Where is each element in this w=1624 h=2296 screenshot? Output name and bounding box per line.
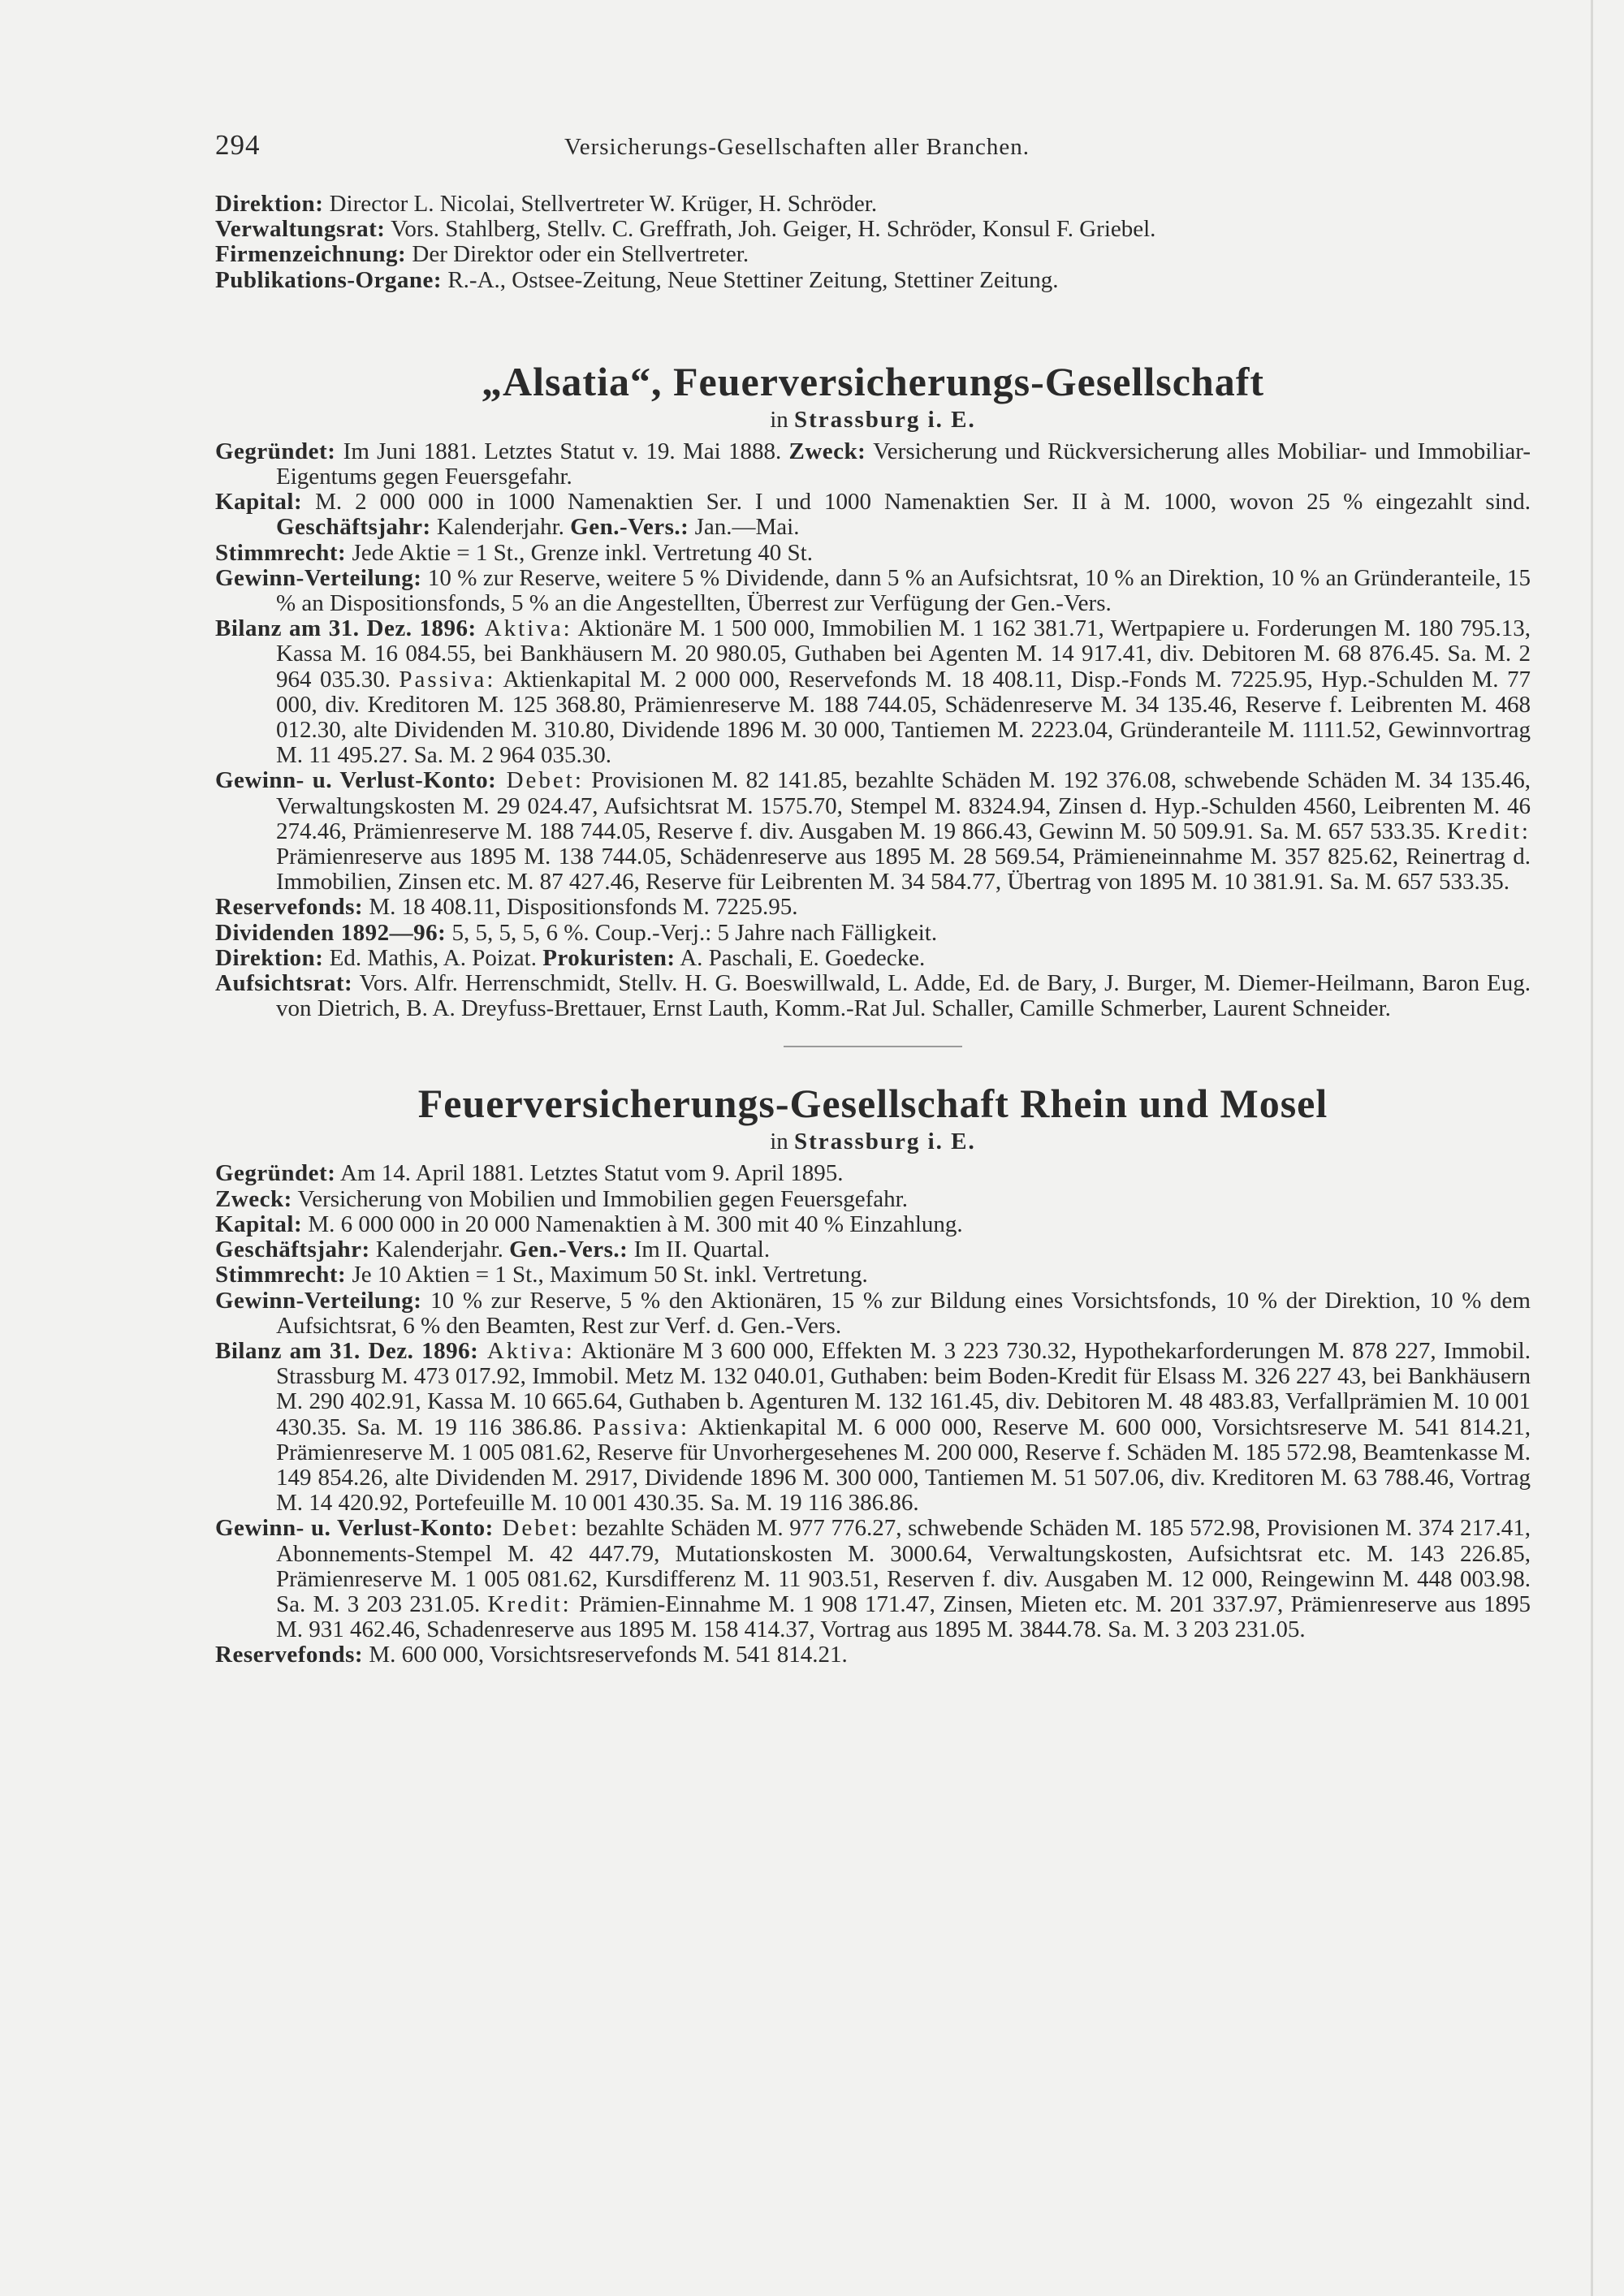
entry-paragraph: Kapital: M. 2 000 000 in 1000 Namenaktien Ser. I und 1000 Namenaktien Ser. II à M. 1000, wovon 25 % eingezahlt sind. Geschäftsjahr: Kalenderjahr. Gen.-Vers.: Jan.—Mai. (215, 489, 1531, 541)
entry-paragraph: Stimmrecht: Je 10 Aktien = 1 St., Maximum 50 St. inkl. Vertretung. (215, 1262, 868, 1288)
entry-paragraph: Zweck: Versicherung von Mobilien und Immobilien gegen Feuersgefahr. (215, 1185, 908, 1212)
company-entry-alsatia (215, 358, 1531, 1022)
company-title: „Alsatia“, Feuerversicherungs-Gesellschaft (481, 358, 1265, 404)
entry-paragraph: Bilanz am 31. Dez. 1896: Aktiva: Aktionäre M 3 600 000, Effekten M. 3 223 730.32, Hypothekarforderungen M. 878 227, Immobil. Strassburg M. 473 017.92, Immobil. Metz M. 132 040.01, Guthaben: beim Boden-Kredit für Elsass M. 326 227 43, bei Bankhäusern M. 290 402.91, Kassa M. 10 665.64, Guthaben b. Agenturen M. 132 161.45, div. Debitoren M. 48 483.83, Verfallprämien M. 10 001 430.35. Sa. M. 19 116 386.86. Passiva: Aktienkapital M. 6 000 000, Reserve M. 600 000, Vorsichtsreserve M. 541 814.21, Prämienreserve M. 1 005 081.62, Reserve für Unvorhergesehenes M. 200 000, Reserve f. Schäden M. 185 572.98, Beamtenkasse M. 149 854.26, alte Dividenden M. 2917, Dividende 1896 M. 300 000, Tantiemen M. 51 507.06, div. Kreditoren M. 63 788.46, Vortrag M. 14 420.92, Portefeuille M. 10 001 430.35. Sa. M. 19 116 386.86. (215, 1337, 1531, 1517)
entry-paragraph: Dividenden 1892—96: 5, 5, 5, 5, 6 %. Coup.-Verj.: 5 Jahre nach Fälligkeit. (215, 919, 938, 946)
entry-paragraph: Gewinn- u. Verlust-Konto: Debet: Provisionen M. 82 141.85, bezahlte Schäden M. 192 376.08, schwebende Schäden M. 34 135.46, Verwaltungskosten M. 29 024.47, Aufsichtsrat M. 1575.70, Stempel M. 8324.94, Zinsen d. Hyp.-Schulden 4560, Leibrenten M. 46 274.46, Prämienreserve M. 188 744.05, Reserve f. div. Ausgaben M. 19 866.43, Gewinn M. 50 509.91. Sa. M. 657 533.35. Kredit: Prämienreserve aus 1895 M. 138 744.05, Schädenreserve aus 1895 M. 28 569.54, Prämieneinnahme M. 357 825.62, Reinertrag d. Immobilien, Zinsen etc. M. 87 427.46, Reserve für Leibrenten M. 34 584.77, Übertrag von 1895 M. 10 381.91. Sa. M. 657 533.35. (215, 767, 1531, 896)
running-title: Versicherungs-Gesellschaften aller Branchen. (564, 134, 1030, 160)
entry-paragraph: Gewinn-Verteilung: 10 % zur Reserve, weitere 5 % Dividende, dann 5 % an Aufsichtsrat, 10 % an Direktion, 10 % an Gründeranteile, 15 % an Dispositionsfonds, 5 % an die Angestellten, Überrest zur Verfügung der Gen.-Vers. (215, 564, 1531, 617)
entry-line: Publikations-Organe: R.-A., Ostsee-Zeitung, Neue Stettiner Zeitung, Stettiner Zeitung. (215, 266, 1059, 293)
entry-paragraph: Kapital: M. 6 000 000 in 20 000 Namenaktien à M. 300 mit 40 % Einzahlung. (215, 1211, 963, 1237)
company-title: Feuerversicherungs-Gesellschaft Rhein und Mosel (417, 1081, 1328, 1127)
entry-paragraph: Bilanz am 31. Dez. 1896: Aktiva: Aktionäre M. 1 500 000, Immobilien M. 1 162 381.71, Wertpapiere u. Forderungen M. 180 795.13, Kassa M. 16 084.55, bei Bankhäusern M. 20 980.05, Guthaben bei Agenten M. 14 917.41, div. Debitoren M. 68 876.45. Sa. M. 2 964 035.30. Passiva: Aktienkapital M. 2 000 000, Reservefonds M. 18 408.11, Disp.-Fonds M. 7225.95, Hyp.-Schulden M. 77 000, div. Kreditoren M. 125 368.80, Prämienreserve M. 188 744.05, Schädenreserve M. 34 135.46, Reserve f. Leibrenten M. 468 012.30, alte Dividenden M. 310.80, Dividende 1896 M. 30 000, Tantiemen M. 2223.04, Gründeranteile M. 1111.52, Gewinnvortrag M. 11 495.27. Sa. M. 2 964 035.30. (215, 615, 1531, 769)
entry-paragraph: Reservefonds: M. 600 000, Vorsichtsreservefonds M. 541 814.21. (215, 1642, 848, 1668)
previous-entry-tail (215, 192, 1531, 293)
page-edge-shadow (1591, 0, 1593, 2296)
entry-line: Direktion: Director L. Nicolai, Stellvertreter W. Krüger, H. Schröder. (215, 191, 878, 217)
entry-paragraph: Gewinn- u. Verlust-Konto: Debet: bezahlte Schäden M. 977 776.27, schwebende Schäden M. 185 572.98, Provisionen M. 374 217.41, Abonnements-Stempel M. 42 447.79, Mutationskosten M. 3000.64, Verwaltungskosten, Aufsichtsrat etc. M. 143 226.85, Prämienreserve M. 1 005 081.62, Kursdifferenz M. 11 903.51, Reserven f. div. Ausgaben M. 12 000, Reingewinn M. 448 003.98. Sa. M. 3 203 231.05. Kredit: Prämien-Einnahme M. 1 908 171.47, Zinsen, Mieten etc. M. 201 337.97, Prämienreserve aus 1895 M. 931 462.46, Schadenreserve aus 1895 M. 158 414.37, Vortrag aus 1895 M. 3844.78. Sa. M. 3 203 231.05. (215, 1515, 1531, 1643)
entry-line: Verwaltungsrat: Vors. Stahlberg, Stellv. C. Greffrath, Joh. Geiger, H. Schröder, Konsul F. Griebel. (215, 216, 1156, 243)
page-number: 294 (215, 129, 261, 161)
company-location: in Strassburg i. E. (770, 406, 976, 433)
company-location: in Strassburg i. E. (770, 1129, 976, 1155)
entry-paragraph: Direktion: Ed. Mathis, A. Poizat. Prokuristen: A. Paschali, E. Goedecke. (215, 944, 926, 971)
entry-paragraph: Stimmrecht: Jede Aktie = 1 St., Grenze inkl. Vertretung 40 St. (215, 539, 813, 566)
company-entry-rhein-und-mosel (215, 1080, 1531, 1668)
page-content (215, 192, 1531, 1668)
entry-paragraph: Geschäftsjahr: Kalenderjahr. Gen.-Vers.: Im II. Quartal. (215, 1236, 771, 1263)
entry-paragraph: Gegründet: Im Juni 1881. Letztes Statut v. 19. Mai 1888. Zweck: Versicherung und Rückversicherung alles Mobiliar- und Immobiliar-Eigentums gegen Feuersgefahr. (215, 438, 1531, 490)
entry-paragraph: Gegründet: Am 14. April 1881. Letztes Statut vom 9. April 1895. (215, 1160, 844, 1187)
entry-paragraph: Gewinn-Verteilung: 10 % zur Reserve, 5 % den Aktionären, 15 % zur Bildung eines Vorsichtsfonds, 10 % der Direktion, 10 % dem Aufsichtsrat, 6 % den Beamten, Rest zur Verf. d. Gen.-Vers. (215, 1287, 1531, 1339)
entry-paragraph: Aufsichtsrat: Vors. Alfr. Herrenschmidt, Stellv. H. G. Boeswillwald, L. Adde, Ed. de Bary, J. Burger, M. Diemer-Heilmann, Baron Eug. von Dietrich, B. A. Dreyfuss-Brettauer, Ernst Lauth, Komm.-Rat Jul. Schaller, Camille Schmerber, Laurent Schneider. (215, 970, 1531, 1022)
entry-line: Firmenzeichnung: Der Direktor oder ein Stellvertreter. (215, 241, 749, 268)
entry-paragraph: Reservefonds: M. 18 408.11, Dispositionsfonds M. 7225.95. (215, 894, 798, 921)
